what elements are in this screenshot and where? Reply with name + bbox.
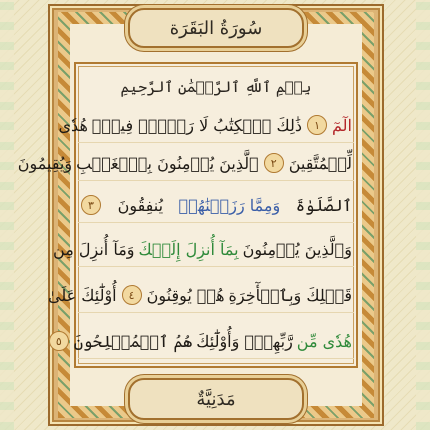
verse-line-3 [78,188,354,223]
verse-line-6 [55,324,354,359]
surah-title-cartouche [128,8,304,48]
verse-line-1 [58,108,354,143]
revelation-place: مَدَنِيَّةٌ [196,388,236,410]
ayah-marker-3: ٣ [81,195,101,215]
revelation-cartouche [128,378,304,420]
ayah-marker-5: ٥ [49,331,69,351]
verse-text: رَّبِّهِمۡۖ وَأُوْلَٰٓئِكَ [196,331,293,351]
verse-text: ٱلصَّلَوٰةَ [295,195,352,215]
verse-text: وَمِمَّا رَزَقۡنَٰهُمۡ [178,195,281,215]
verse-text: قَبۡلِكَ وَبِٱلۡأٓخِرَةِ [228,285,352,305]
verse-text: هُمُ ٱلۡمُفۡلِحُونَ [73,331,193,351]
basmala: بِسۡمِ ٱللَّهِ ٱلرَّحۡمَٰنِ ٱلرَّحِيمِ [120,78,312,96]
verse-text: هُدٗى [58,115,88,135]
verse-line-2 [17,146,354,181]
right-margin-decoration [416,0,430,430]
verse-text: وَيُقِيمُونَ [17,153,73,173]
verse-text: هُمۡ يُوقِنُونَ [146,285,225,305]
verse-line-5 [47,278,354,313]
verse-text: ٱلَّذِينَ يُؤۡمِنُونَ بِٱلۡغَيۡبِ [76,153,259,173]
verse-line-4 [53,232,354,267]
verse-text: الٓمٓ [332,115,352,135]
ayah-marker-4: ٤ [122,285,142,305]
surah-title: سُورَةُ البَقَرَة [169,17,263,39]
verse-text: يُنفِقُونَ [117,195,164,215]
verse-text: هُدٗى مِّن [296,331,352,351]
verse-text: بِمَآ أُنزِلَ إِلَيۡكَ [138,239,239,259]
left-margin-decoration [0,0,14,430]
verse-text: ذَٰلِكَ ٱلۡكِتَٰبُ لَا رَيۡبَۛ فِيهِۛ [91,115,303,135]
ayah-marker-1: ١ [307,115,327,135]
verse-text: أُوْلَٰٓئِكَ عَلَىٰ [47,285,117,305]
verse-text: وَٱلَّذِينَ يُؤۡمِنُونَ [242,239,352,259]
verse-text: وَمَآ أُنزِلَ مِن [53,239,135,259]
ayah-marker-2: ٢ [264,153,284,173]
verse-text: لِّلۡمُتَّقِينَ [288,153,352,173]
